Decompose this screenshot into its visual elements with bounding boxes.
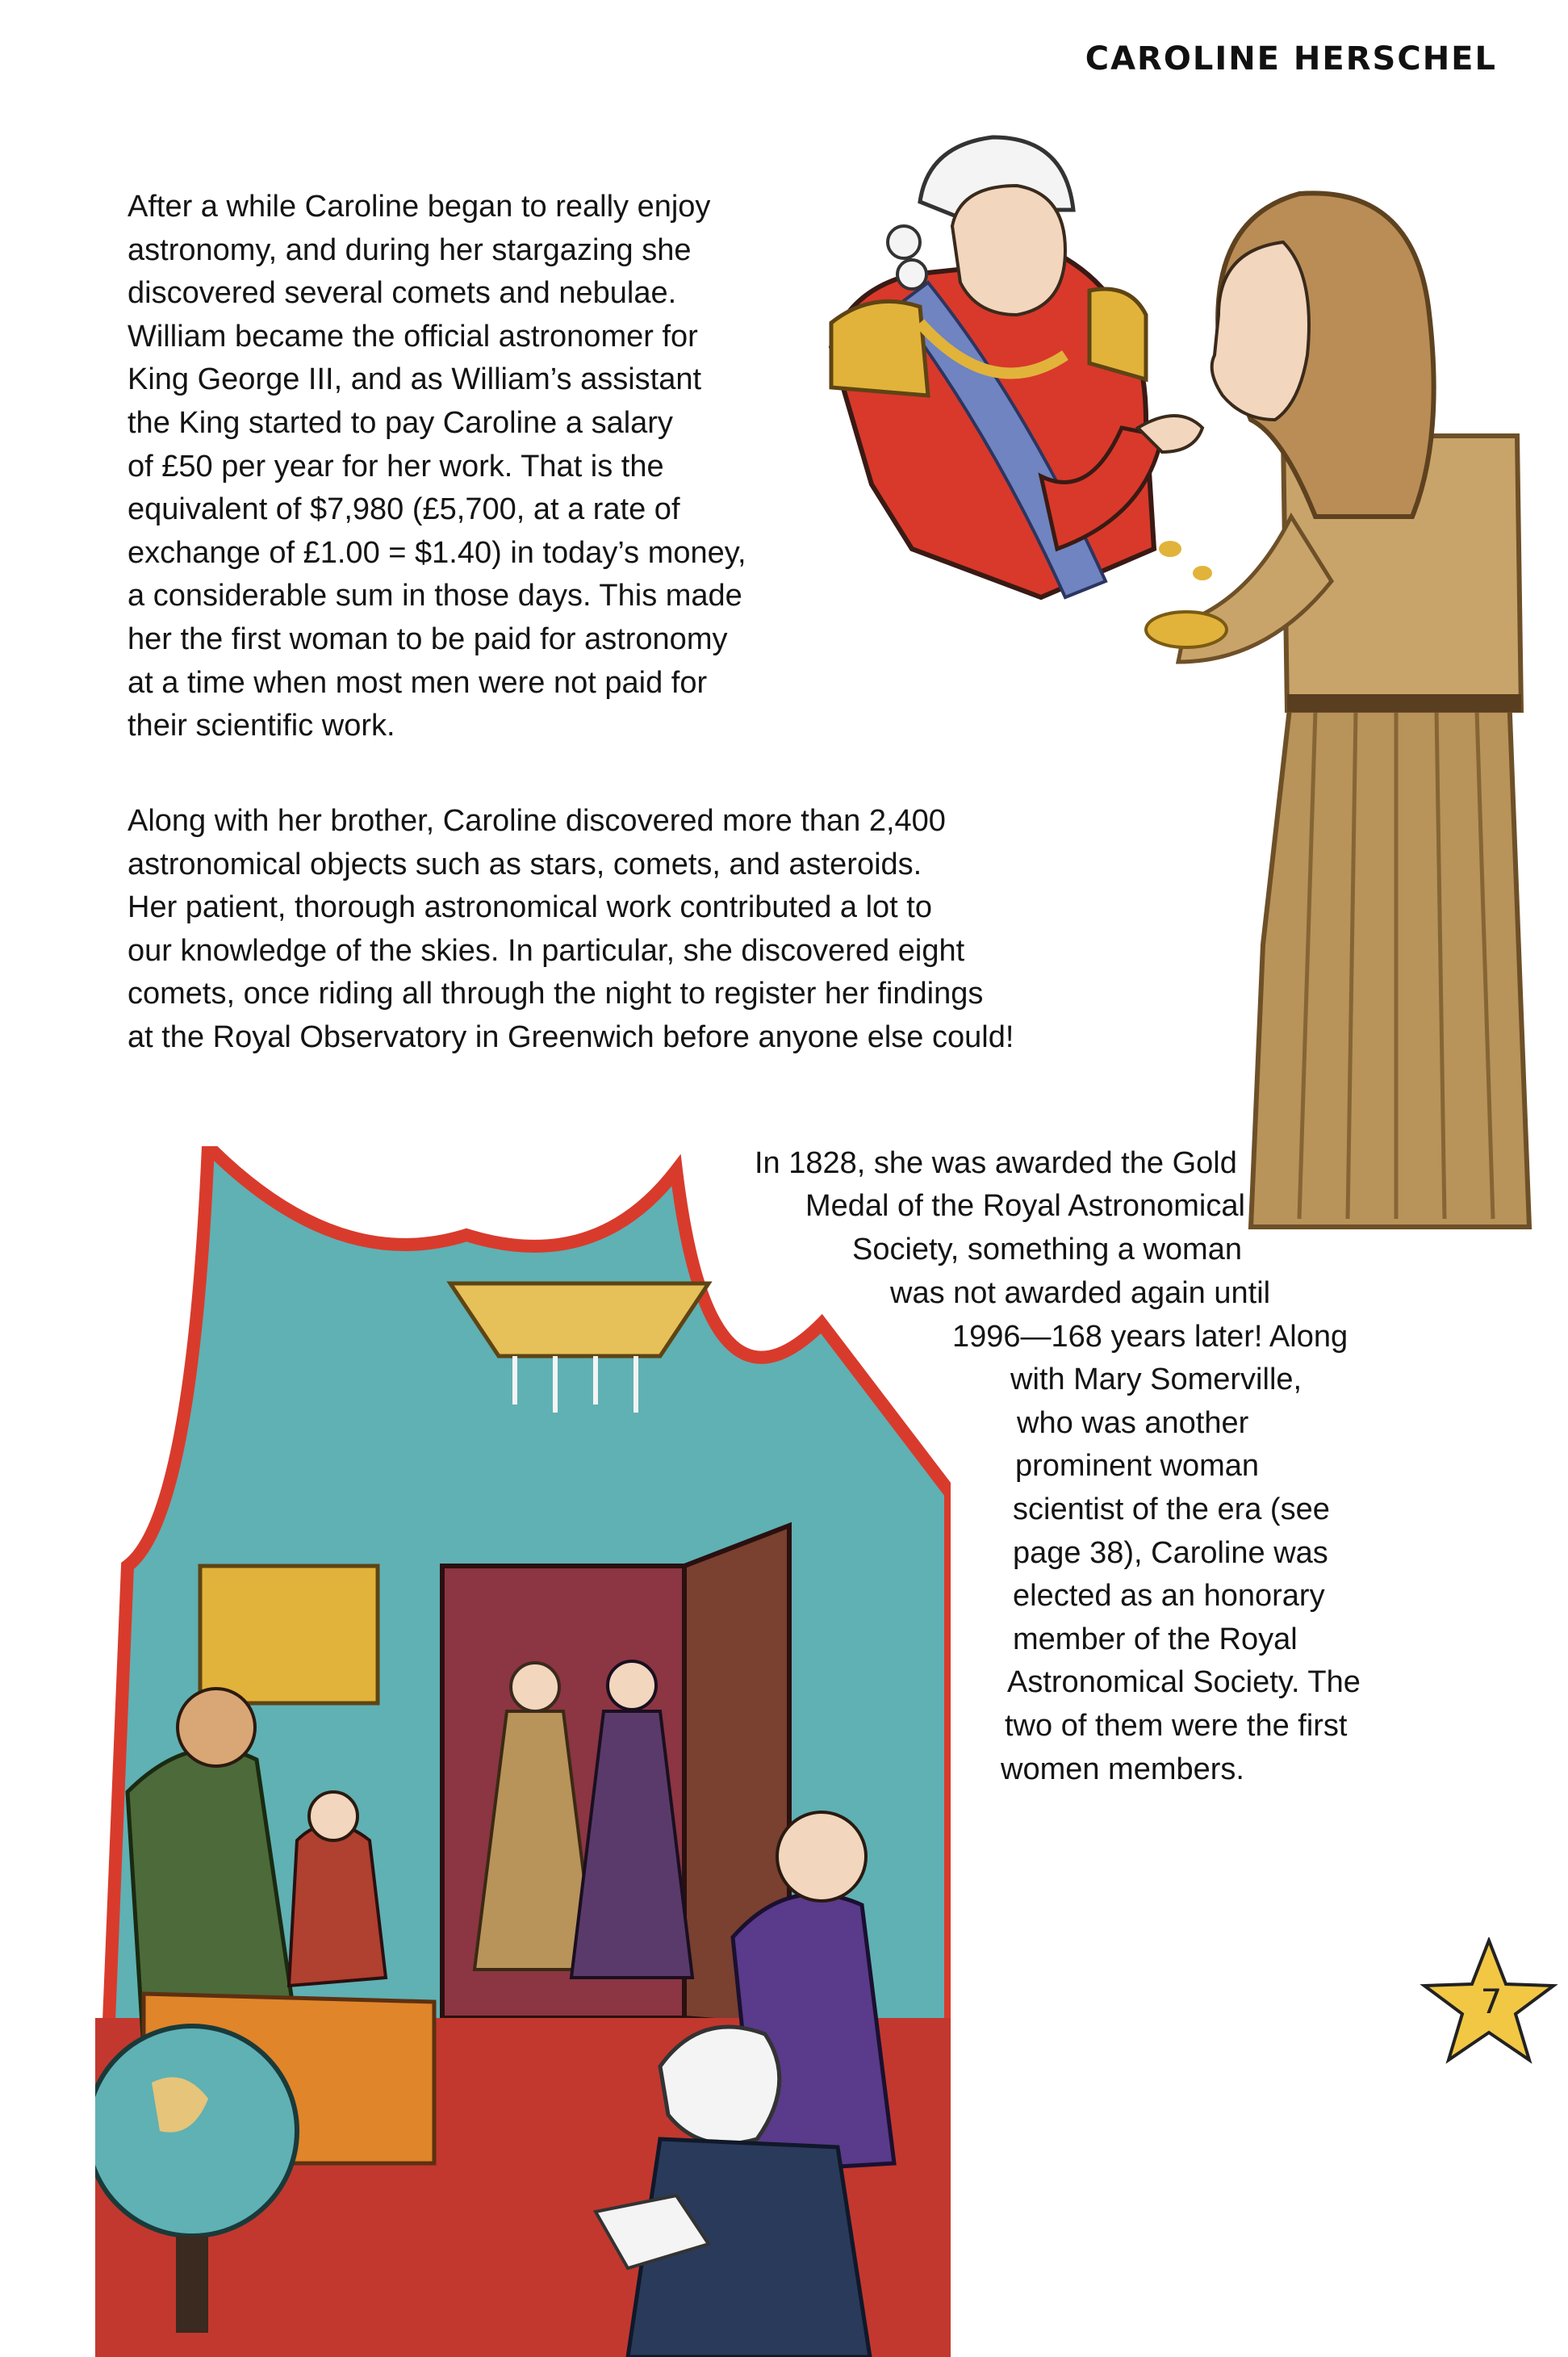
william-face [952,186,1065,315]
text-line: scientist of the era (see [1013,1492,1330,1526]
text-line: Society, something a woman [852,1233,1242,1266]
caroline-dress-skirt [1251,694,1529,1227]
text-line: their scientific work. [128,709,395,743]
text-line: William became the official astronomer for [128,319,698,354]
text-line: page 38), Caroline was [1013,1536,1328,1570]
text-line: In 1828, she was awarded the Gold [755,1146,1237,1180]
text-line: of £50 per year for her work. That is the [128,449,664,484]
text-line: Her patient, thorough astronomical work contributed a lot to [128,890,932,925]
text-line: astronomical objects such as stars, comets, and asteroids. [128,847,922,881]
text-line: was not awarded again until [890,1276,1271,1310]
man-white-wig [660,2027,780,2144]
text-line: elected as an honorary [1013,1579,1325,1613]
text-line: a considerable sum in those days. This made [128,579,742,613]
text-line: After a while Caroline began to really enjoy [128,190,711,224]
chandelier [450,1283,709,1356]
text-line: Medal of the Royal Astronomical [805,1189,1245,1223]
text-line: King George III, and as William’s assistant [128,362,702,397]
paragraph-discoveries [128,800,1014,1060]
text-line: discovered several comets and nebulae. [128,276,677,311]
text-line: prominent woman [1015,1449,1260,1483]
wall-picture [200,1566,378,1703]
text-line: women members. [1001,1752,1244,1786]
text-line: who was another [1017,1406,1249,1440]
text-line: her the first woman to be paid for astronomy [128,622,728,656]
text-line: Along with her brother, Caroline discovered more than 2,400 [128,804,946,838]
text-line: Astronomical Society. The [1007,1665,1361,1699]
text-line: 1996—168 years later! Along [952,1320,1348,1354]
text-line: the King started to pay Caroline a salary [128,405,673,440]
gold-coins [1146,612,1227,647]
illustration-royal-astronomical-society [95,1146,951,2357]
text-line: member of the Royal [1013,1622,1298,1656]
text-line: comets, once riding all through the night to register her findings [128,977,984,1011]
globe [95,2026,297,2236]
text-line: exchange of £1.00 = $1.40) in today’s money, [128,535,746,570]
text-line: our knowledge of the skies. In particular, she discovered eight [128,933,965,968]
running-head: CAROLINE HERSCHEL [1085,40,1497,77]
william-epaulette [831,301,928,396]
text-line: astronomy, and during her stargazing she [128,232,692,267]
man-red-robe [289,1824,386,1986]
text-line: equivalent of $7,980 (£5,700, at a rate of [128,492,680,527]
text-line: at a time when most men were not paid for [128,665,708,700]
illustration-william-and-caroline [799,97,1541,1243]
paragraph-salary [128,186,746,748]
text-line: two of them were the first [1005,1709,1348,1743]
text-line: at the Royal Observatory in Greenwich before anyone else could! [128,1019,1014,1054]
page-number: 7 [1480,1982,1503,2021]
text-line: with Mary Somerville, [1010,1363,1302,1396]
